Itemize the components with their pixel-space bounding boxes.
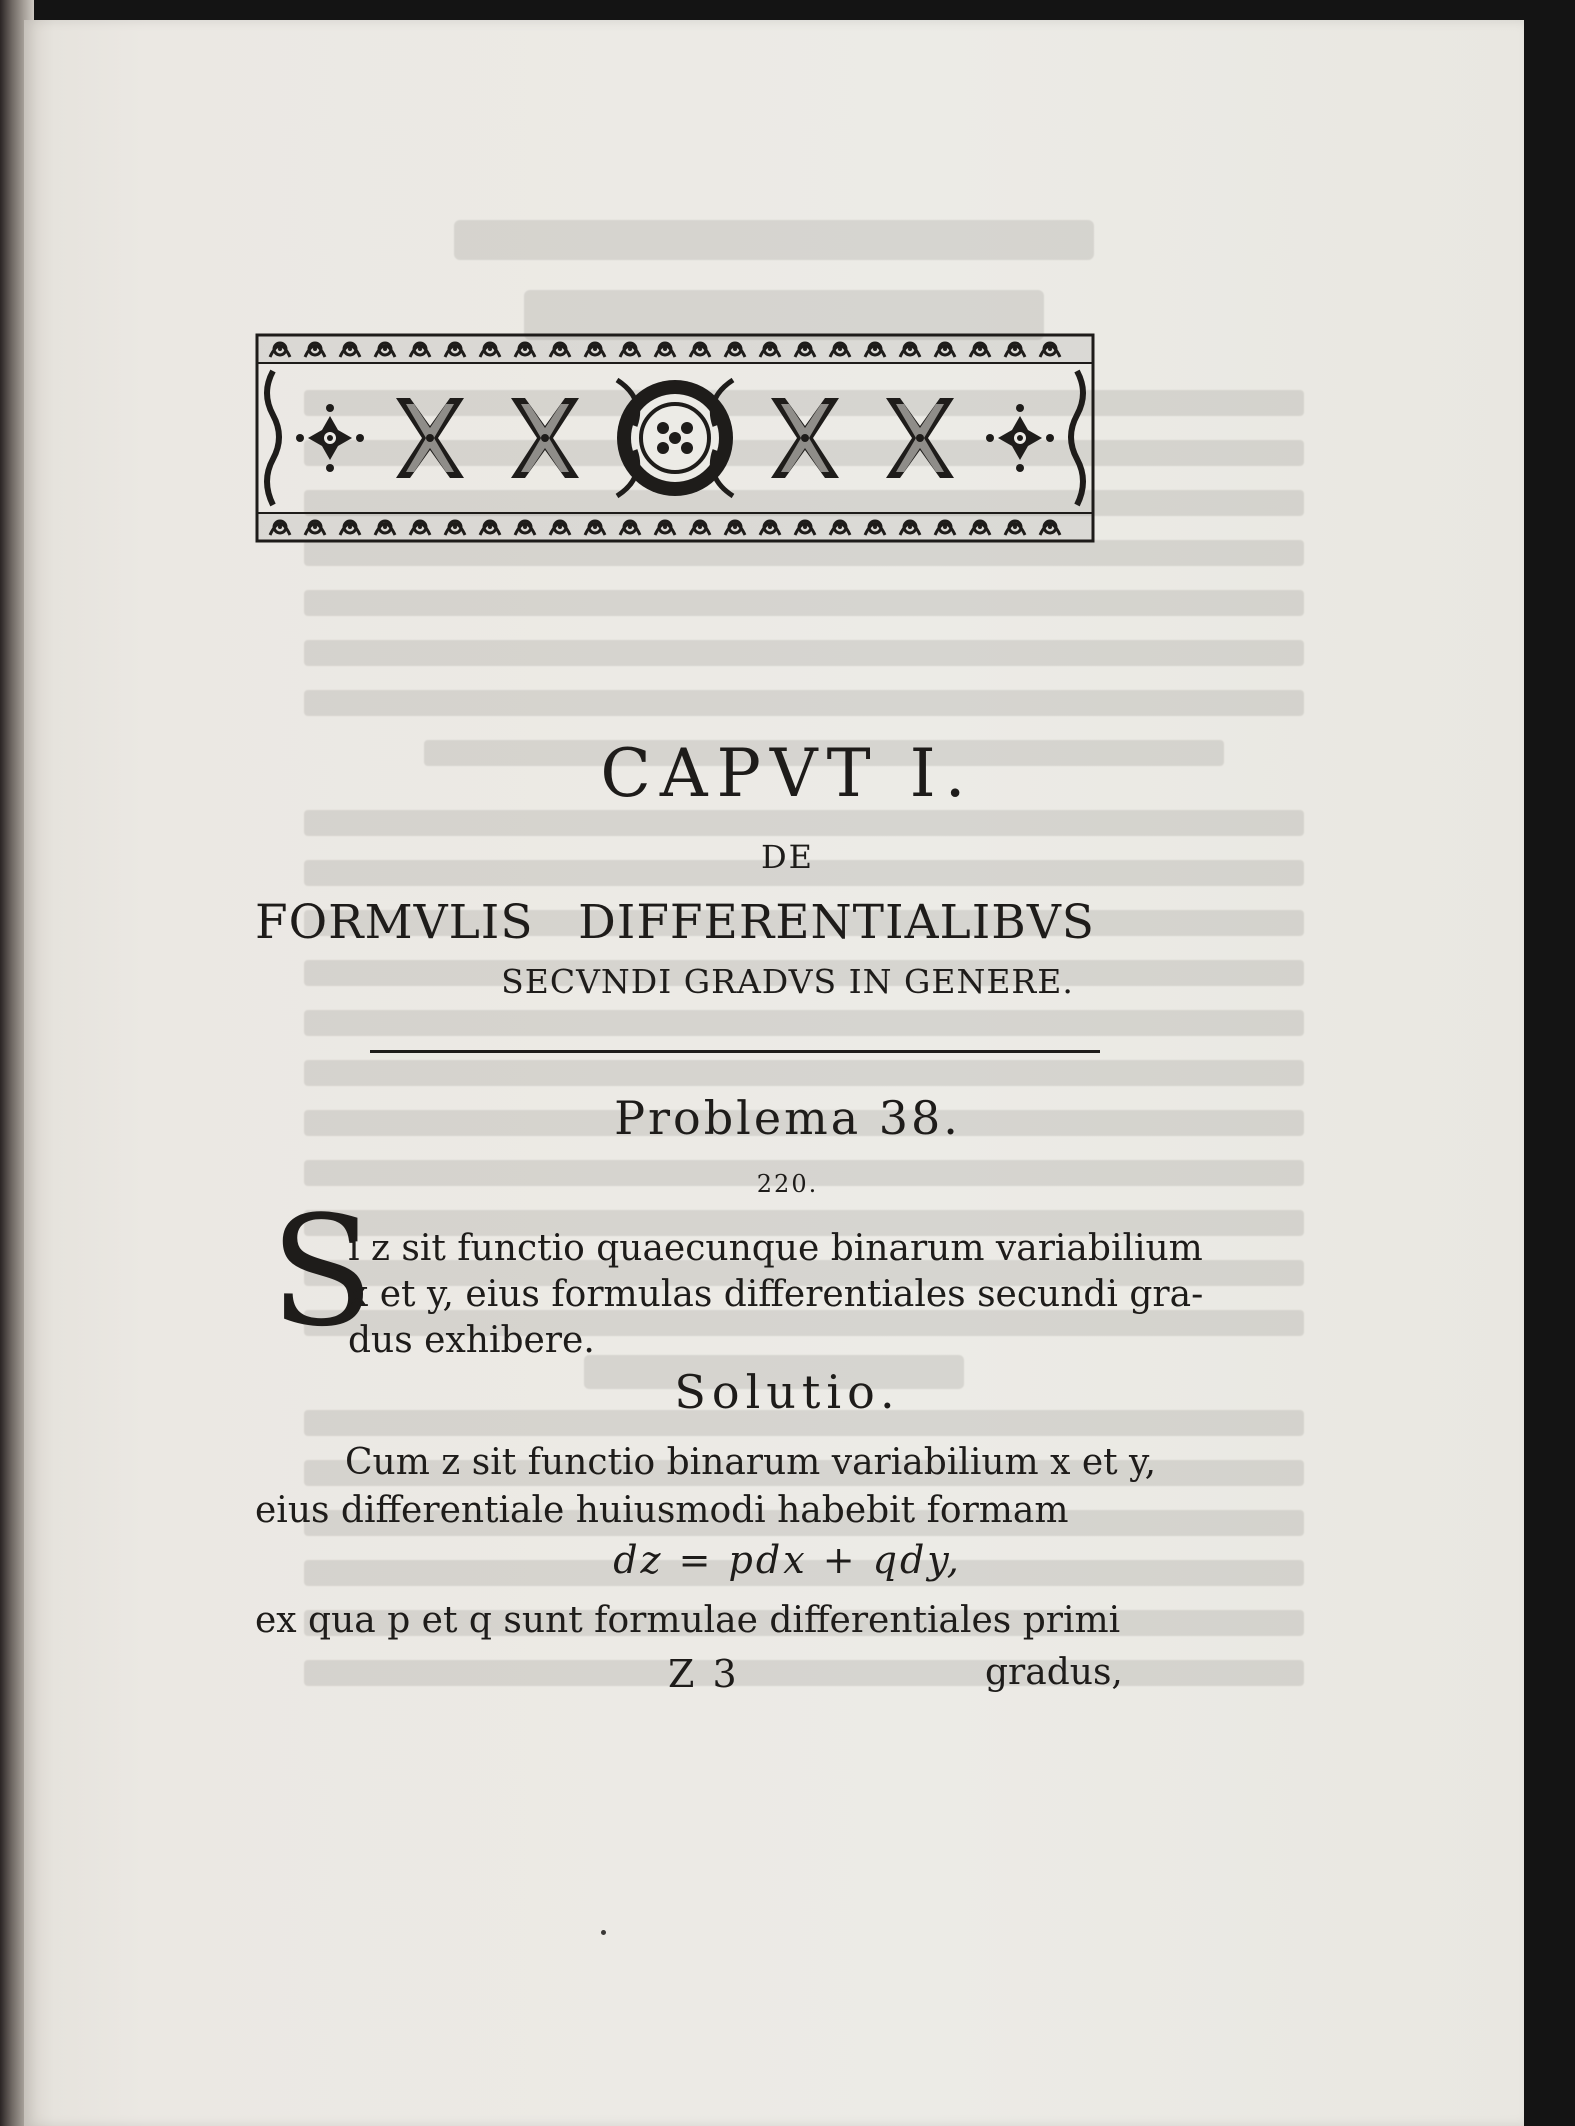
paragraph-number: 220. [756,1170,819,1198]
chapter-subject: FORMVLIS DIFFERENTIALIBVS [255,895,1095,950]
chapter-subtitle: SECVNDI GRADVS IN GENERE. [501,962,1074,1001]
problem-heading: Problema 38. [614,1091,961,1145]
solution-line-3: ex qua p et q sunt formulae differentiales primi [255,1600,1121,1641]
ink-speck [601,1930,606,1935]
solution-line-2: eius differentiale huiusmodi habebit formam [255,1490,1069,1531]
decorative-headpiece-ornament [255,333,1095,543]
chapter-title: CAPVT I. [600,735,975,812]
signature-mark: Z 3 [668,1652,740,1696]
drop-cap-initial: S [270,1183,375,1360]
solution-heading: Solutio. [674,1365,901,1419]
problem-line-3: dus exhibere. [348,1320,595,1361]
catchword: gradus, [985,1652,1123,1693]
differential-formula: dz = pdx + qdy, [613,1538,962,1582]
problem-line-1: i z sit functio quaecunque binarum variabilium [348,1228,1203,1269]
chapter-preposition: DE [760,838,814,876]
solution-line-1: Cum z sit functio binarum variabilium x et y, [345,1442,1157,1483]
section-divider-rule [370,1050,1100,1053]
problem-line-2: x et y, eius formulas differentiales secundi gra- [348,1274,1204,1315]
